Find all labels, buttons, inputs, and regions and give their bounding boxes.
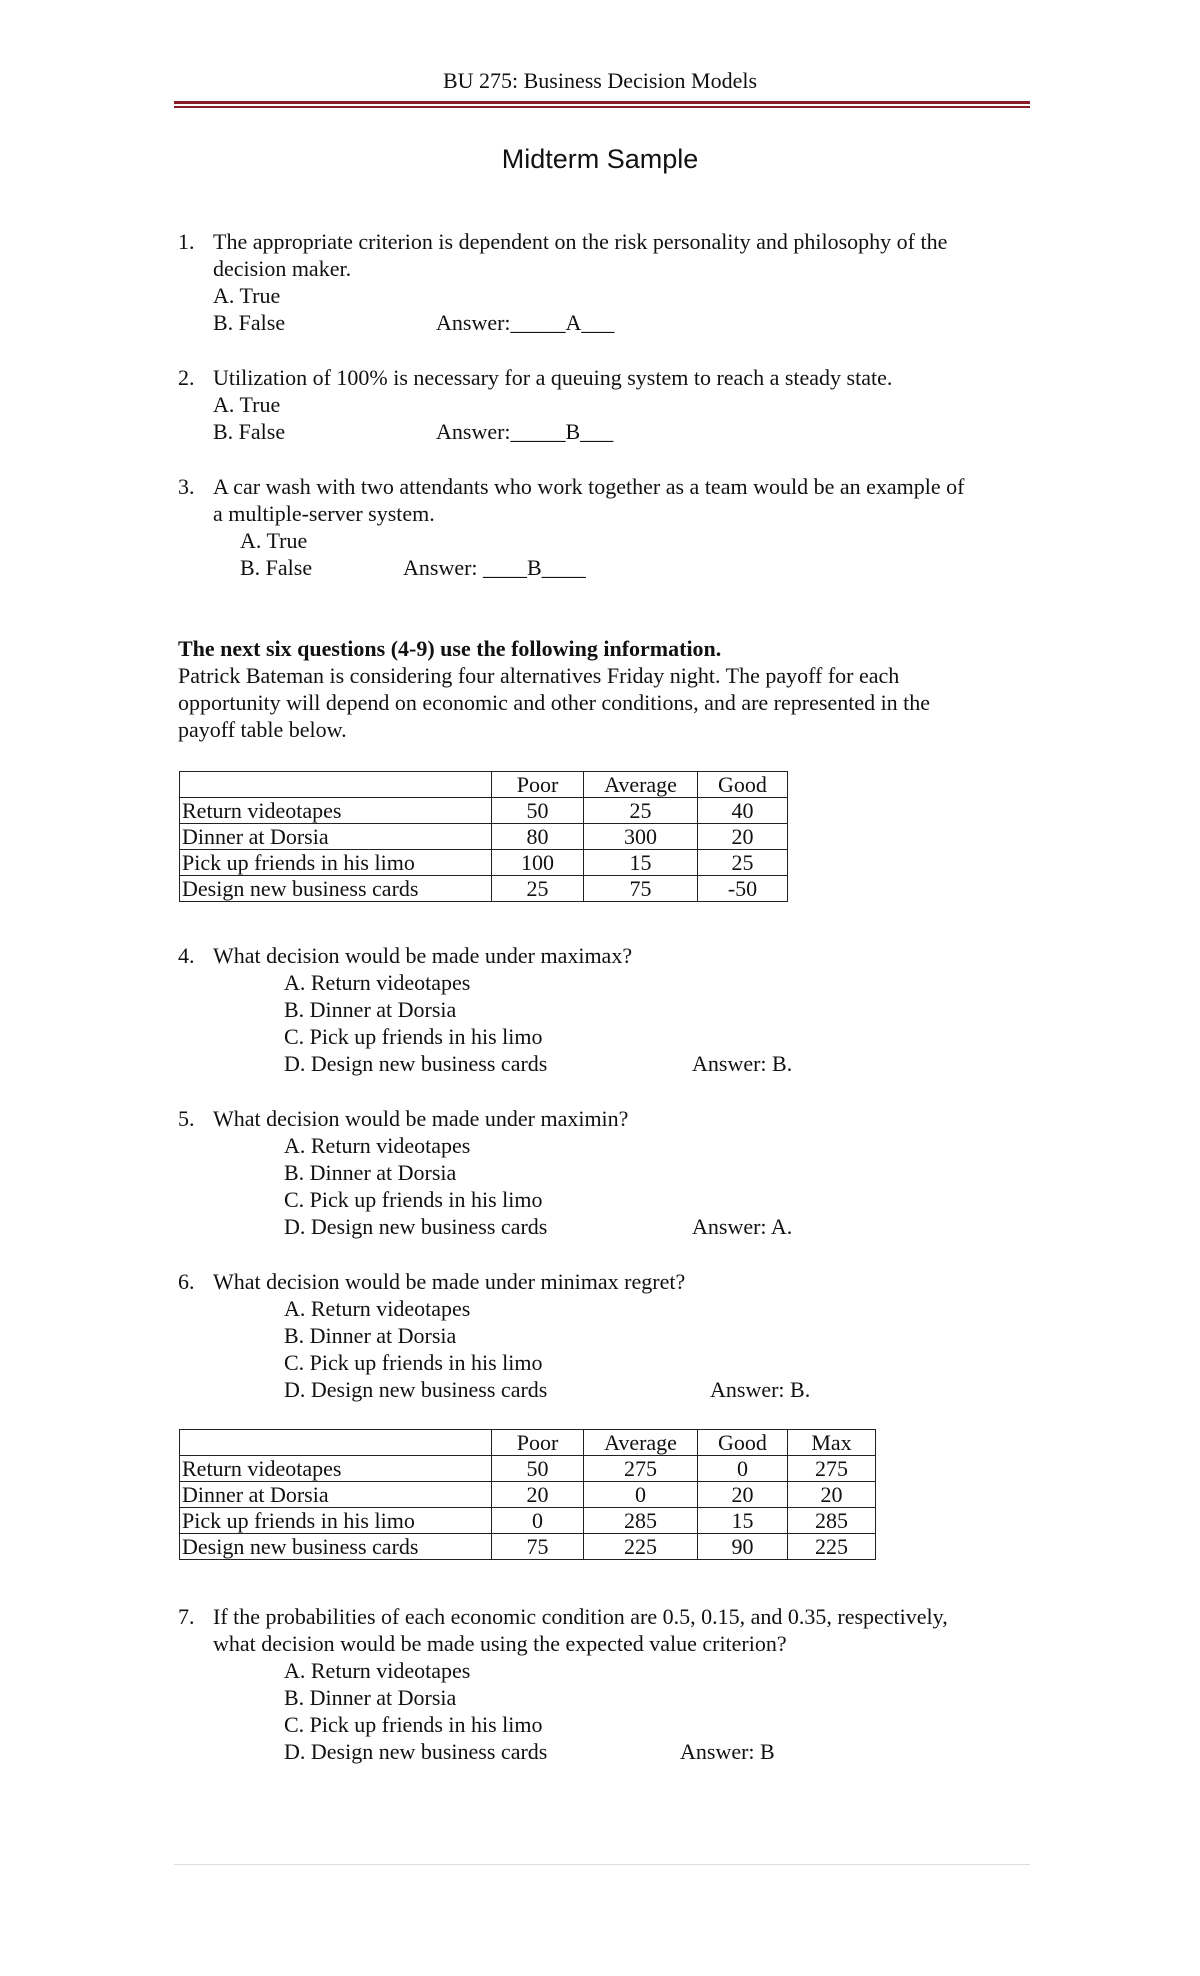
table-header-cell: Average [584,772,698,798]
table-row [180,1534,876,1560]
option-b: B. False [240,555,313,580]
table-header-row [180,772,788,798]
table-cell: Return videotapes [180,1456,492,1482]
option-b: B. False [213,419,286,444]
question-text: Utilization of 100% is necessary for a queuing system to reach a steady state. [213,365,893,390]
option-c: C. Pick up friends in his limo [284,1712,543,1737]
option-d: D. Design new business cards [284,1051,548,1076]
table-cell: 25 [584,798,698,824]
table-cell: 75 [584,876,698,902]
question-text: If the probabilities of each economic condition are 0.5, 0.15, and 0.35, respectively, [213,1604,948,1629]
table-header-cell [180,772,492,798]
table-cell: Pick up friends in his limo [180,1508,492,1534]
footer-rule [174,1864,1030,1865]
table-cell: Pick up friends in his limo [180,850,492,876]
table-cell: Dinner at Dorsia [180,824,492,850]
table-cell: 75 [492,1534,584,1560]
table-cell: 285 [788,1508,876,1534]
question-text: The appropriate criterion is dependent on the risk personality and philosophy of the [213,229,948,254]
table-cell: 90 [698,1534,788,1560]
option-a: A. Return videotapes [284,1296,471,1321]
table-row [180,850,788,876]
table-cell: 40 [698,798,788,824]
table-cell: 275 [584,1456,698,1482]
table-header-cell: Poor [492,1430,584,1456]
answer: Answer: B [680,1739,775,1764]
option-b: B. Dinner at Dorsia [284,997,457,1022]
regret-table [179,1429,876,1560]
option-a: A. True [213,392,281,417]
answer: Answer: B. [710,1377,811,1402]
table-cell: 0 [698,1456,788,1482]
table-cell: 25 [492,876,584,902]
table-row [180,1508,876,1534]
answer: Answer:_____A___ [436,310,615,335]
answer: Answer: B. [692,1051,793,1076]
table-cell: 50 [492,798,584,824]
table-cell: 50 [492,1456,584,1482]
header-rule-thin [174,106,1030,108]
question-number: 2. [178,365,195,390]
question-text: What decision would be made under minimax regret? [213,1269,686,1294]
table-cell: 80 [492,824,584,850]
table-cell: 0 [492,1508,584,1534]
answer: Answer: A. [692,1214,793,1239]
table-header-cell: Average [584,1430,698,1456]
question-text: what decision would be made using the expected value criterion? [213,1631,787,1656]
answer: Answer:_____B___ [436,419,614,444]
option-c: C. Pick up friends in his limo [284,1350,543,1375]
table-header-cell [180,1430,492,1456]
table-cell: 20 [698,1482,788,1508]
table-row [180,824,788,850]
question-number: 4. [178,943,195,968]
option-d: D. Design new business cards [284,1739,548,1764]
table-cell: 20 [788,1482,876,1508]
table-cell: 20 [492,1482,584,1508]
option-a: A. True [213,283,281,308]
option-a: A. True [240,528,308,553]
question-number: 7. [178,1604,195,1629]
table-cell: Design new business cards [180,876,492,902]
table-cell: Design new business cards [180,1534,492,1560]
table-header-cell: Good [698,1430,788,1456]
question-number: 5. [178,1106,195,1131]
question-text: a multiple-server system. [213,501,435,526]
option-c: C. Pick up friends in his limo [284,1024,543,1049]
option-d: D. Design new business cards [284,1214,548,1239]
table-row [180,798,788,824]
table-cell: 15 [698,1508,788,1534]
option-a: A. Return videotapes [284,1658,471,1683]
option-a: A. Return videotapes [284,970,471,995]
option-b: B. Dinner at Dorsia [284,1160,457,1185]
table-cell: 15 [584,850,698,876]
table-cell: 0 [584,1482,698,1508]
payoff-table [179,771,788,902]
answer: Answer: ____B____ [403,555,586,580]
table-cell: 100 [492,850,584,876]
scenario-text: Patrick Bateman is considering four alternatives Friday night. The payoff for each [178,663,900,688]
scenario-text: payoff table below. [178,717,347,742]
table-row [180,1482,876,1508]
table-header-cell: Poor [492,772,584,798]
table-cell: 225 [584,1534,698,1560]
question-number: 1. [178,229,195,254]
table-cell: 285 [584,1508,698,1534]
option-b: B. False [213,310,286,335]
question-text: What decision would be made under maximin? [213,1106,629,1131]
table-cell: 225 [788,1534,876,1560]
question-text: What decision would be made under maximax? [213,943,633,968]
table-cell: 20 [698,824,788,850]
question-text: A car wash with two attendants who work together as a team would be an example of [213,474,965,499]
table-header-row [180,1430,876,1456]
option-b: B. Dinner at Dorsia [284,1685,457,1710]
option-a: A. Return videotapes [284,1133,471,1158]
option-c: C. Pick up friends in his limo [284,1187,543,1212]
table-cell: Return videotapes [180,798,492,824]
scenario-text: opportunity will depend on economic and other conditions, and are represented in the [178,690,931,715]
header-rule [174,101,1030,104]
scenario-heading: The next six questions (4-9) use the following information. [178,636,722,661]
option-d: D. Design new business cards [284,1377,548,1402]
option-b: B. Dinner at Dorsia [284,1323,457,1348]
question-number: 3. [178,474,195,499]
table-header-cell: Good [698,772,788,798]
table-cell: Dinner at Dorsia [180,1482,492,1508]
table-cell: 275 [788,1456,876,1482]
table-row [180,876,788,902]
question-text: decision maker. [213,256,352,281]
table-cell: -50 [698,876,788,902]
page-title: Midterm Sample [501,144,699,174]
table-cell: 300 [584,824,698,850]
table-row [180,1456,876,1482]
table-header-cell: Max [788,1430,876,1456]
course-header: BU 275: Business Decision Models [442,68,758,93]
question-number: 6. [178,1269,195,1294]
table-cell: 25 [698,850,788,876]
